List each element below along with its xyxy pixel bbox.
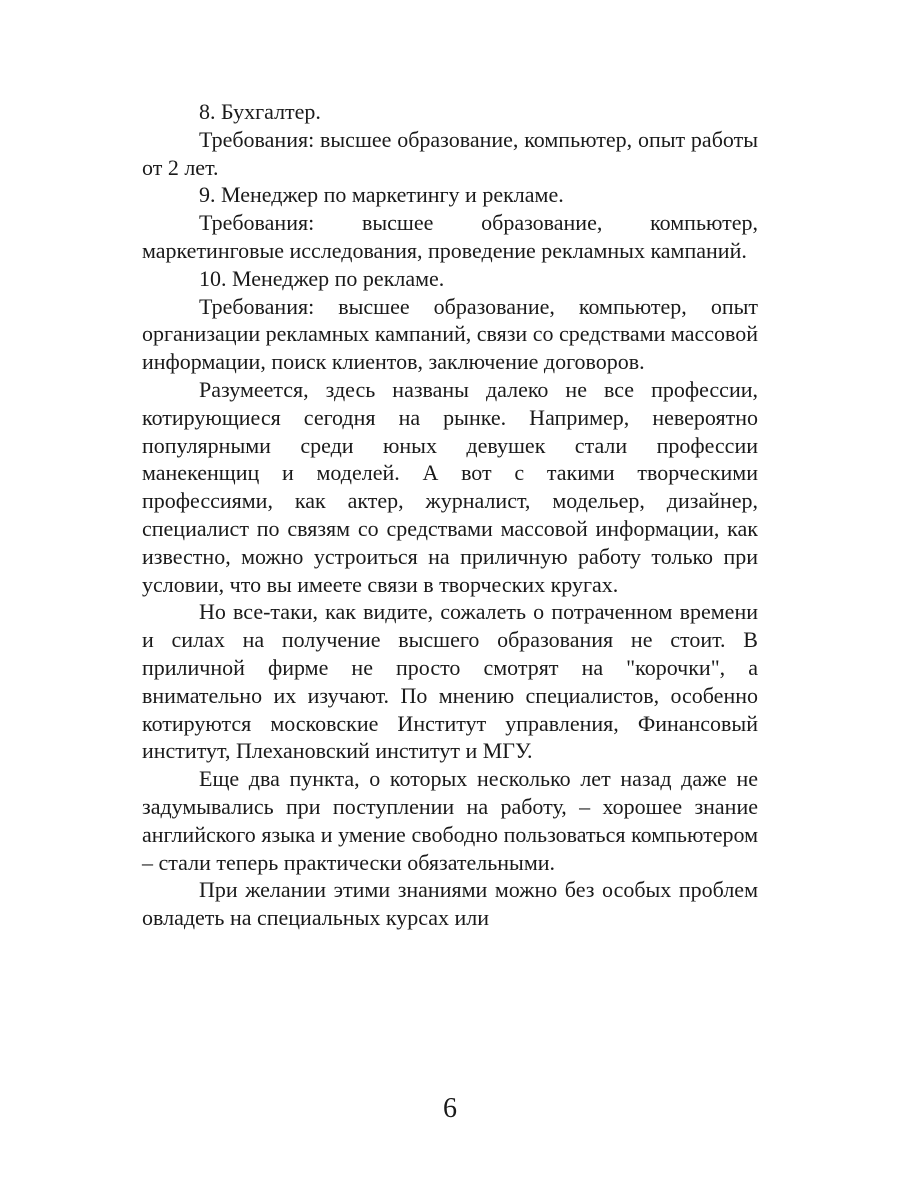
page-body [142, 98, 758, 932]
paragraph-courses: При желании этими знаниями можно без особых проблем овладеть на специальных курсах или [142, 877, 758, 931]
requirements-accountant: Требования: высшее образование, компьютер, опыт работы от 2 лет. [142, 126, 758, 180]
paragraph-professions: Разумеется, здесь названы далеко не все профессии, котирующиеся сегодня на рынке. Например, невероятно популярными среди юных девушек стали профессии манекенщиц и моделей. А вот с такими творческими профессиями, как актер, журналист, модельер, дизайнер, специалист по связям со средствами массовой информации, как известно, можно устроиться на приличную работу только при условии, что вы имеете связи в творческих кругах. [142, 376, 758, 597]
requirements-marketing-manager: Требования: высшее образование, компьютер, маркетинговые исследования, проведение рекламных кампаний. [142, 210, 758, 263]
list-item-accountant: 8. Бухгалтер. [199, 99, 321, 124]
paragraph-english-computer: Еще два пункта, о которых несколько лет назад даже не задумывались при поступлении на работу, – хорошее знание английского языка и умение свободно пользоваться компьютером – стали теперь практически обязательными. [142, 766, 758, 875]
page-number: 6 [443, 1093, 457, 1124]
list-item-marketing-manager: 9. Менеджер по маркетингу и рекламе. [199, 182, 564, 208]
list-item-advertising-manager: 10. Менеджер по рекламе. [199, 265, 445, 291]
paragraph-education: Но все-таки, как видите, сожалеть о потраченном времени и силах на получение высшего образования не стоит. В приличной фирме не просто смотрят на "корочки", а внимательно их изучают. По мнению специалистов, особенно котируются московские Институт управления, Финансовый институт, Плехановский институт и МГУ. [142, 599, 758, 764]
requirements-advertising-manager: Требования: высшее образование, компьютер, опыт организации рекламных кампаний, связи со средствами массовой информации, поиск клиентов, заключение договоров. [142, 293, 758, 375]
